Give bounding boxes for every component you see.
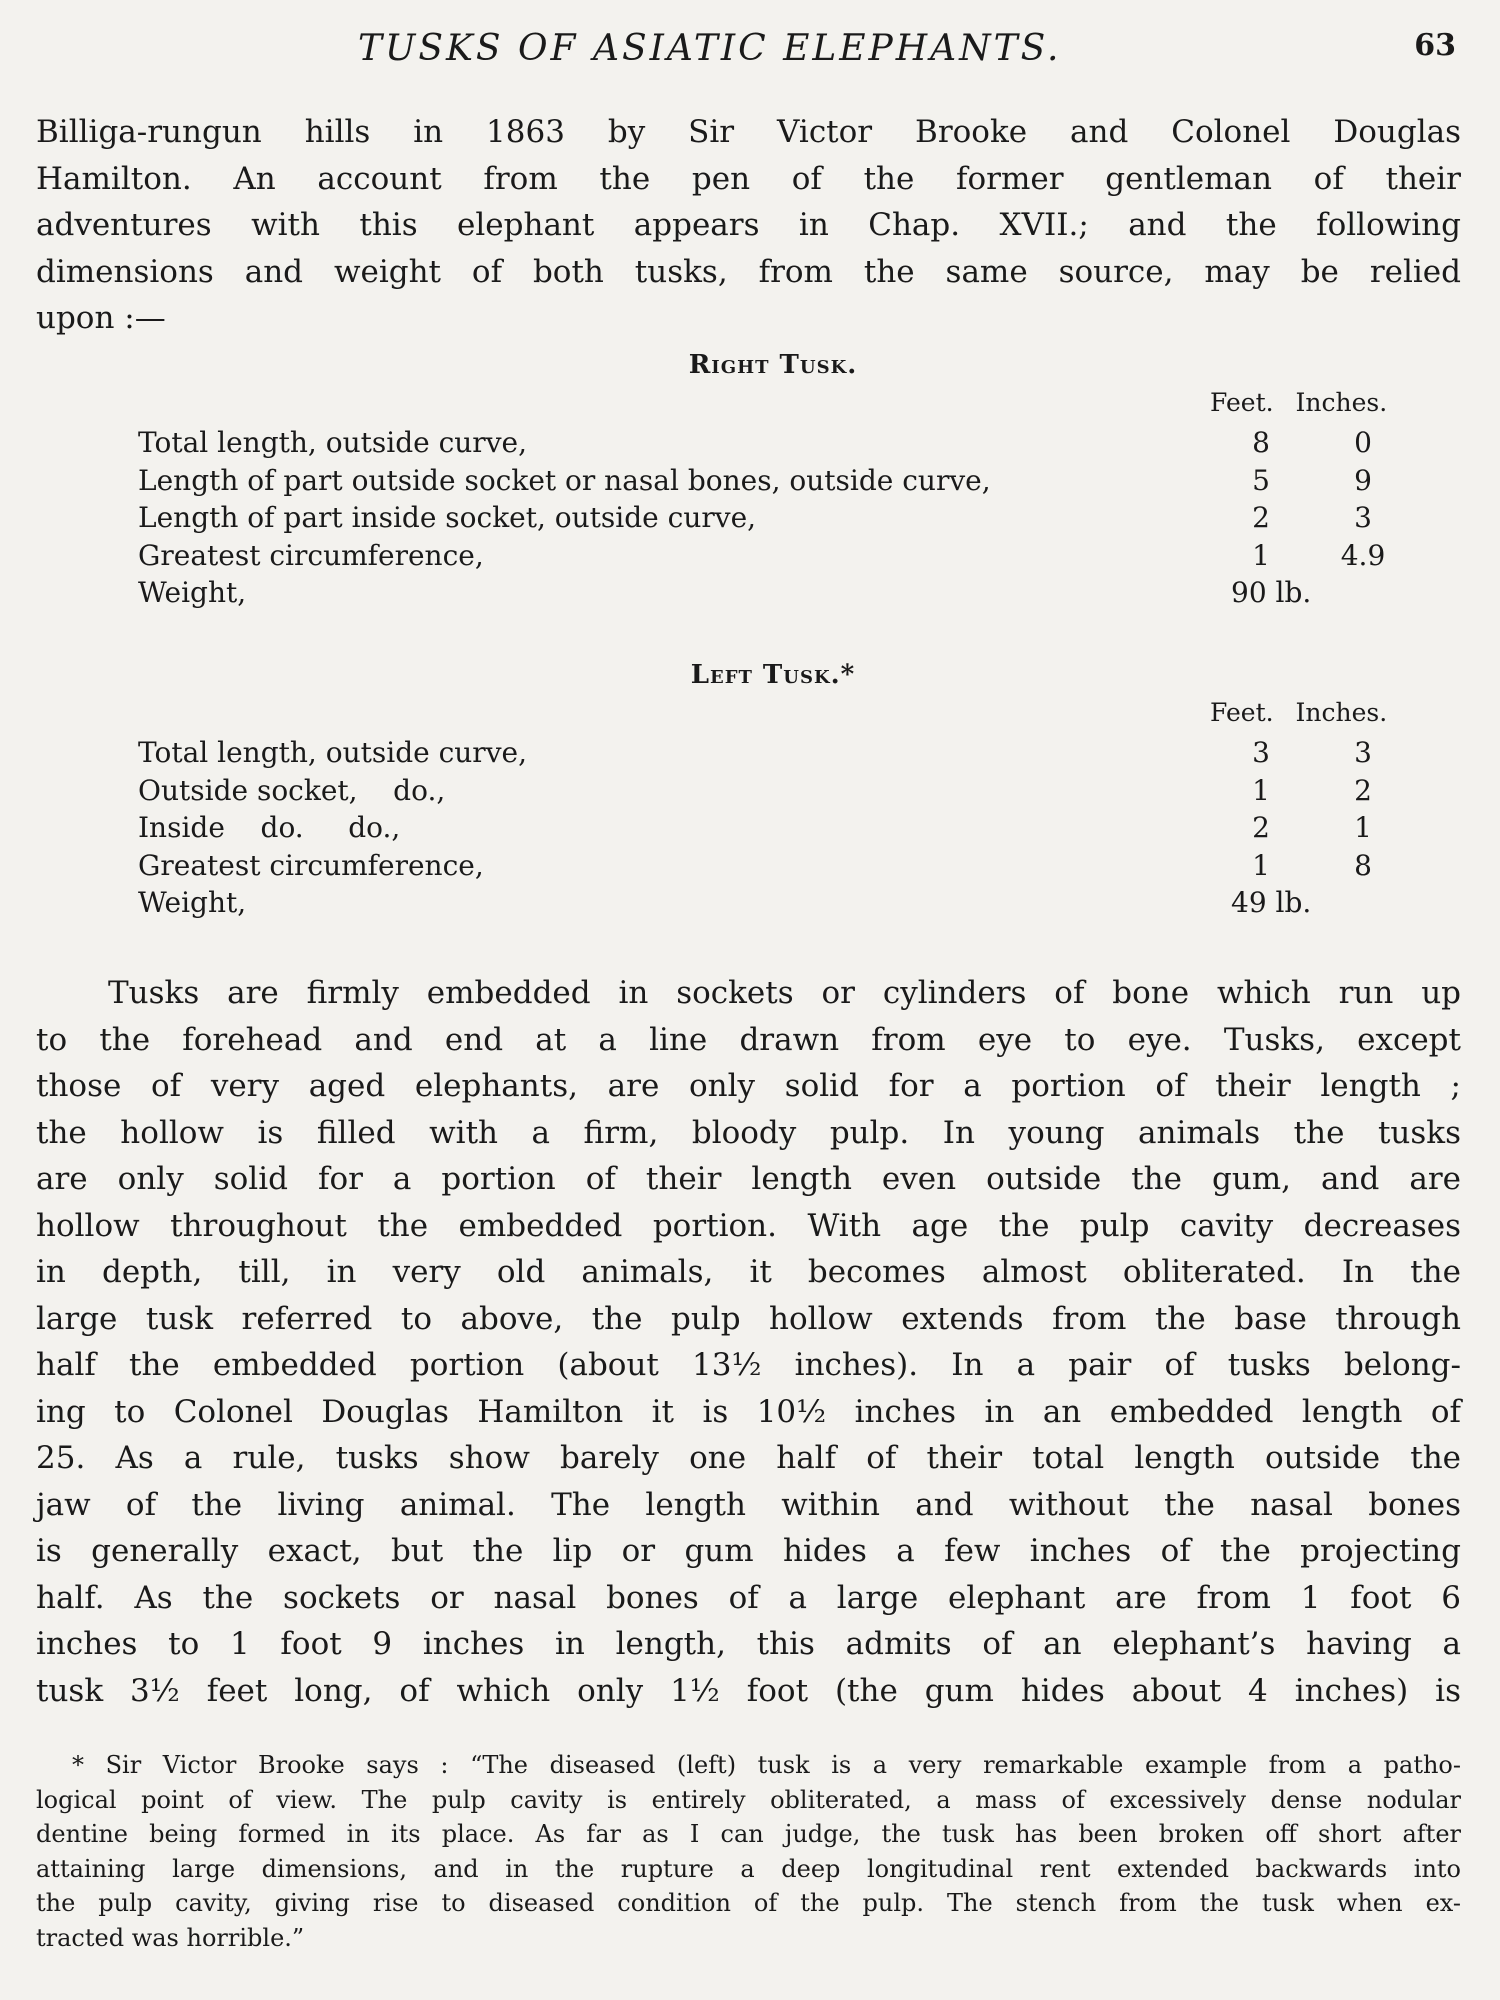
inches-value: 9 [1354,463,1372,497]
right-tusk-heading: Right Tusk. [688,350,858,380]
feet-value: 5 [1252,463,1270,497]
inches-value: 2 [1354,773,1372,807]
text-line: Hamilton. An account from the pen of the former gentleman of their [36,160,1461,197]
row-label: Total length, outside curve, [138,426,527,459]
left-tusk-table [138,660,1408,930]
footnote-line: * Sir Victor Brooke says : “The diseased (left) tusk is a very remarkable example from a patho- [72,1751,1461,1779]
row-label: Length of part inside socket, outside curve, [138,501,757,534]
text-line: hollow throughout the embedded portion. With age the pulp cavity decreases [36,1207,1461,1244]
running-head [0,24,1500,74]
footnote [36,1748,1461,1955]
right-tusk-rows [138,424,1408,612]
row-label: Inside do. do., [138,811,401,844]
text-line: half the embedded portion (about 13½ inches). In a pair of tusks belong- [36,1347,1461,1383]
table-row [138,847,1408,885]
inches-column-header: Inches. [1295,698,1388,727]
inches-value: 3 [1354,736,1372,769]
text-line: upon :— [36,300,166,336]
footnote-line: tracted was horrible.” [36,1923,305,1952]
table-row [138,462,1408,500]
text-line: Tusks are firmly embedded in sockets or cylinders of bone which run up [108,975,1461,1011]
feet-value: 8 [1252,426,1270,459]
inches-column-header: Inches. [1295,388,1388,417]
inches-value: 1 [1354,811,1372,844]
page-number: 63 [1414,28,1456,63]
row-label: Outside socket, do., [138,773,446,807]
text-line: ing to Colonel Douglas Hamilton it is 10½ inches in an embedded length of [36,1393,1461,1430]
feet-value: 1 [1252,538,1270,572]
text-line: dimensions and weight of both tusks, from the same source, may be relied [36,253,1461,290]
inches-value: 3 [1354,501,1372,534]
text-line: tusk 3½ feet long, of which only 1½ foot (the gum hides about 4 inches) is [36,1672,1461,1709]
table-row [138,734,1408,772]
left-tusk-column-headers [1210,698,1387,727]
right-tusk-table [138,350,1408,620]
text-line: Billiga-rungun hills in 1863 by Sir Victor Brooke and Colonel Douglas [36,114,1461,150]
table-row [138,537,1408,575]
footnote-line: dentine being formed in its place. As far as I can judge, the tusk has been broken off short after [36,1820,1461,1848]
text-line: those of very aged elephants, are only solid for a portion of their length ; [36,1068,1461,1104]
footnote-line: attaining large dimensions, and in the rupture a deep longitudinal rent extended backwards into [36,1854,1461,1883]
text-line: in depth, till, in very old animals, it becomes almost obliterated. In the [36,1254,1461,1290]
text-line: adventures with this elephant appears in Chap. XVII.; and the following [36,207,1461,243]
text-line: half. As the sockets or nasal bones of a large elephant are from 1 foot 6 [36,1579,1461,1616]
feet-column-header: Feet. [1210,698,1274,727]
feet-value: 1 [1252,773,1270,807]
text-line: the hollow is filled with a firm, bloody pulp. In young animals the tusks [36,1114,1461,1151]
left-tusk-rows [138,734,1408,922]
main-paragraph [36,970,1461,1714]
right-tusk-column-headers [1210,388,1387,417]
text-line: are only solid for a portion of their length even outside the gum, and are [36,1161,1461,1197]
inches-value: 4.9 [1340,538,1386,572]
intro-paragraph [36,109,1461,342]
text-line: inches to 1 foot 9 inches in length, this admits of an elephant’s having a [36,1626,1461,1662]
table-row [138,884,1408,922]
row-label: Greatest circumference, [138,538,484,572]
weight-value: 49 lb. [1231,886,1312,919]
text-line: to the forehead and end at a line drawn from eye to eye. Tusks, except [36,1021,1461,1058]
feet-value: 2 [1252,501,1270,534]
left-tusk-heading: Left Tusk.* [690,660,856,690]
footnote-line: logical point of view. The pulp cavity is entirely obliterated, a mass of excessively dense nodular [36,1785,1461,1814]
table-row [138,772,1408,810]
weight-value: 90 lb. [1231,576,1312,609]
feet-value: 3 [1252,736,1270,769]
inches-value: 8 [1354,848,1372,882]
row-label: Total length, outside curve, [138,736,527,769]
row-label: Weight, [138,886,247,919]
footnote-line: the pulp cavity, giving rise to diseased condition of the pulp. The stench from the tusk when ex- [36,1889,1461,1917]
text-line: large tusk referred to above, the pulp hollow extends from the base through [36,1300,1461,1337]
row-label: Weight, [138,576,247,609]
feet-column-header: Feet. [1210,388,1274,417]
feet-value: 2 [1252,811,1270,844]
text-line: 25. As a rule, tusks show barely one half of their total length outside the [36,1440,1461,1476]
text-line: jaw of the living animal. The length within and without the nasal bones [36,1486,1461,1523]
inches-value: 0 [1354,426,1372,459]
row-label: Greatest circumference, [138,848,484,882]
table-row [138,499,1408,537]
table-row [138,424,1408,462]
feet-value: 1 [1252,848,1270,882]
text-line: is generally exact, but the lip or gum hides a few inches of the projecting [36,1533,1461,1569]
table-row [138,809,1408,847]
row-label: Length of part outside socket or nasal bones, outside curve, [138,463,991,497]
running-title: TUSKS OF ASIATIC ELEPHANTS. [358,28,1062,69]
table-row [138,574,1408,612]
